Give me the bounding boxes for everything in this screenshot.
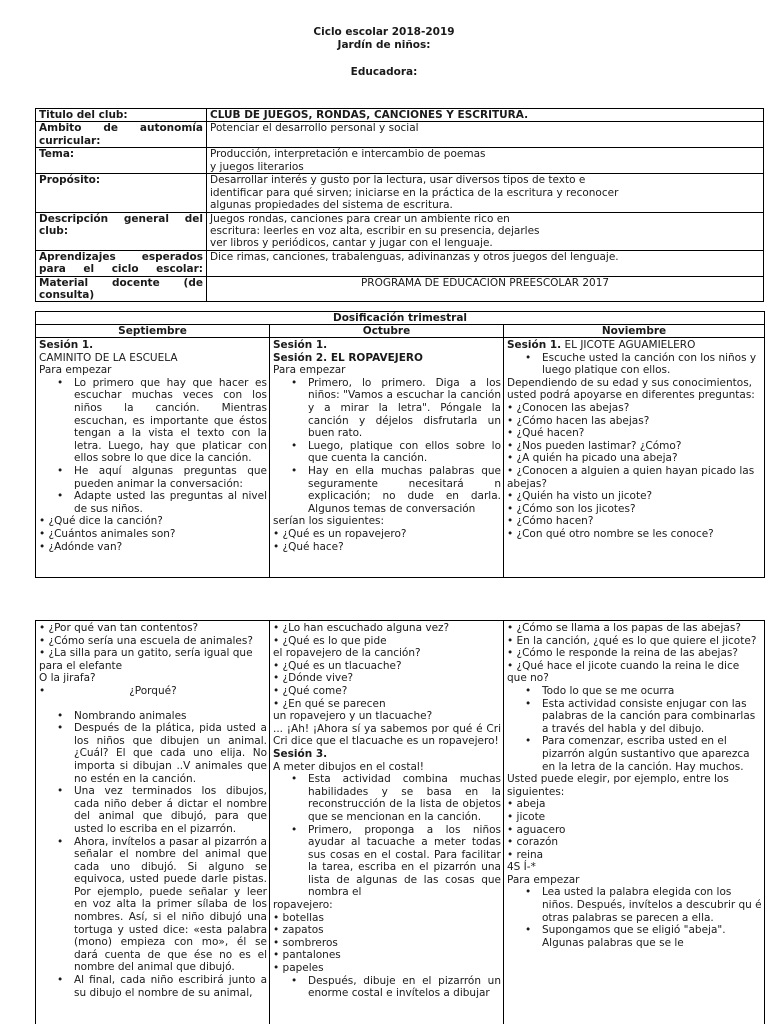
material-key: Material docente (de consulta)	[36, 276, 207, 302]
october-continued-cell: • ¿Lo han escuchado alguna vez? • ¿Qué es lo que pide el ropavejero de la canción? • ¿Qué es un tlacuache? • ¿Dónde vive? • ¿Qué come? • ¿En qué se parecen un ropavejero y un tlacuache? ... ¡Ah! ¡Ahora sí ya sabemos por qué é Cri Cri dice que el tlacuache es un ropavejero! Sesión 3. A meter dibujos en el costal! • Esta actividad combina muchas habilidades y se basa en la reconstrucción de la lista de objetos que se mencionan en la canción. • Primero, proponga a los niños ayudar al tacuache a meter todas sus cosas en el costal. Para facilitar la tarea, escriba en el pizarrón una lista de algunas de las cosas que nombra el ropavejero: • botellas • zapatos • sombreros • pantalones • papeles • Después, dibuje en el pizarrón un enorme costal e invítelos a dibujar	[270, 621, 504, 1024]
document-header	[0, 26, 768, 79]
material-value: PROGRAMA DE EDUCACION PREESCOLAR 2017	[207, 276, 764, 302]
continuation-table	[35, 620, 765, 1024]
month-october: Octubre	[270, 325, 504, 338]
teacher-label: Educadora:	[350, 66, 418, 78]
list-item: • Luego, platique con ellos sobre lo que cuenta la canción.	[308, 440, 501, 465]
list-item: • Después de la plática, pida usted a los niños que dibujen un animal. ¿Cuál? El que cada uno elija. No importa si dibujan ..V animales que no estén en la canción.	[74, 722, 267, 785]
month-november: Noviembre	[504, 325, 765, 338]
club-info-table	[35, 108, 764, 302]
aprendizajes-value: Dice rimas, canciones, trabalenguas, adivinanzas y otros juegos del lenguaje.	[207, 250, 764, 276]
descripcion-key: Descripción general del club:	[36, 212, 207, 250]
proposito-value: Desarrollar interés y gusto por la lectura, usar diversos tipos de texto e identificar para qué sirven; iniciarse en la práctica de la escritura y reconocer algunas propiedades del sistema de escritura.	[207, 174, 764, 212]
list-item: • Escuche usted la canción con los niños y luego platique con ellos.	[542, 352, 762, 377]
list-item: • Supongamos que se eligió "abeja". Algunas palabras que se le	[542, 924, 762, 949]
september-cell: Sesión 1. CAMINITO DE LA ESCUELA Para empezar • Lo primero que hay que hacer es escuchar muchas veces con los niños la canción. Mientras escuchan, es importante que éstos tengan a la vista el texto con la letra. Luego, hay que platicar con ellos sobre lo que dice la canción. • He aquí algunas preguntas que pueden animar la conversación: • Adapte usted las preguntas al nivel de sus niños. • ¿Qué dice la canción? • ¿Cuántos animales son? • ¿Adónde van?	[36, 338, 270, 578]
list-item: • Ahora, invítelos a pasar al pizarrón a señalar el nombre del animal que cada uno dibujó. Si alguno se equivoca, usted puede darle pistas. Por ejemplo, puede señalar y leer en voz alta la primer sílaba de los nombres. Así, si el niño dibujó una tortuga y usted dice: «esta palabra (mono) empieza con mo», él se dará cuenta de que ése no es el nombre del animal que dibujó.	[74, 836, 267, 975]
dosificacion-table	[35, 311, 765, 578]
ambito-value: Potenciar el desarrollo personal y social	[207, 122, 764, 148]
list-item: • Primero, proponga a los niños ayudar al tacuache a meter todas sus cosas en el costal. Para facilitar la tarea, escriba en el pizarrón una lista de algunas de las cosas que nombra el	[308, 824, 501, 900]
aprendizajes-key: Aprendizajes esperados para el ciclo escolar:	[36, 250, 207, 276]
kindergarten-label: Jardín de niños:	[337, 39, 431, 51]
list-item: • Adapte usted las preguntas al nivel de sus niños.	[74, 490, 267, 515]
dosificacion-title: Dosificación trimestral	[36, 312, 765, 325]
october-cell: Sesión 1. Sesión 2. EL ROPAVEJERO Para empezar • Primero, lo primero. Diga a los niños: "Vamos a escuchar la canción y a mirar la letra". Póngale la canción y déjelos disfrutarla un buen rato. • Luego, platique con ellos sobre lo que cuenta la canción. • Hay en ella muchas palabras que seguramente necesitará n explicación; no dude en darla. Algunos temas de conversación serían los siguientes: • ¿Qué es un ropavejero? • ¿Qué hace?	[270, 338, 504, 578]
list-item: • Lo primero que hay que hacer es escuchar muchas veces con los niños la canción. Mientras escuchan, es importante que éstos tengan a la vista el texto con la letra. Luego, hay que platicar con ellos sobre lo que dice la canción.	[74, 377, 267, 465]
list-item: • Primero, lo primero. Diga a los niños: "Vamos a escuchar la canción y a mirar la letra". Póngale la canción y déjelos disfrutarla un buen rato.	[308, 377, 501, 440]
list-item: • Esta actividad consiste enjugar con las palabras de la canción para combinarlas a través del habla y del dibujo.	[542, 698, 762, 736]
descripcion-value: Juegos rondas, canciones para crear un ambiente rico en escritura: leerles en voz alta, escribir en su presencia, dejarles ver libros y periódicos, cantar y jugar con el lenguaje.	[207, 212, 764, 250]
november-continued-cell: • ¿Cómo se llama a los papas de las abejas? • En la canción, ¿qué es lo que quiere el jicote? • ¿Cómo le responde la reina de las abejas? • ¿Qué hace el jicote cuando la reina le dice que no? • Todo lo que se me ocurra • Esta actividad consiste enjugar con las palabras de la canción para combinarlas a través del habla y del dibujo. • Para comenzar, escriba usted en el pizarrón algún sustantivo que aparezca en la letra de la canción. Hay muchos. Usted puede elegir, por ejemplo, entre los siguientes: • abeja • jicote • aguacero • corazón • reina 4S Í-* Para empezar • Lea usted la palabra elegida con los niños. Después, invítelos a descubrir qu é otras palabras se parecen a ella. • Supongamos que se eligió "abeja". Algunas palabras que se le	[504, 621, 765, 1024]
club-title-value: CLUB DE JUEGOS, RONDAS, CANCIONES Y ESCRITURA.	[207, 109, 764, 122]
september-continued-cell: • ¿Por qué van tan contentos? • ¿Cómo sería una escuela de animales? • ¿La silla para un gatito, sería igual que para el elefante O la jirafa? • ¿Porqué? • Nombrando animales • Después de la plática, pida usted a los niños que dibujen un animal. ¿Cuál? El que cada uno elija. No importa si dibujan ..V animales que no estén en la canción. • Una vez terminados los dibujos, cada niño deber á dictar el nombre del animal que dibujó, para que usted lo escriba en el pizarrón. • Ahora, invítelos a pasar al pizarrón a señalar el nombre del animal que cada uno dibujó. Si alguno se equivoca, usted puede darle pistas. Por ejemplo, puede señalar y leer en voz alta la primer sílaba de los nombres. Así, si el niño dibujó una tortuga y usted dice: «esta palabra (mono) empieza con mo», él se dará cuenta de que ése no es el nombre del animal que dibujó. • Al final, cada niño escribirá junto a su dibujo el nombre de su animal,	[36, 621, 270, 1024]
tema-key: Tema:	[36, 148, 207, 174]
list-item: • Nombrando animales	[74, 710, 267, 723]
list-item: • Hay en ella muchas palabras que seguramente necesitará n explicación; no dude en darla. Algunos temas de conversación	[308, 465, 501, 515]
list-item: • Lea usted la palabra elegida con los niños. Después, invítelos a descubrir qu é otras palabras se parecen a ella.	[542, 886, 762, 924]
ambito-key: Ambito de autonomía curricular:	[36, 122, 207, 148]
list-item: • Al final, cada niño escribirá junto a su dibujo el nombre de su animal,	[74, 974, 267, 999]
proposito-key: Propósito:	[36, 174, 207, 212]
list-item: • Todo lo que se me ocurra	[542, 685, 762, 698]
list-item: • Esta actividad combina muchas habilidades y se basa en la reconstrucción de la lista de objetos que se mencionan en la canción.	[308, 773, 501, 823]
november-cell: Sesión 1. EL JICOTE AGUAMIELERO • Escuche usted la canción con los niños y luego platique con ellos. Dependiendo de su edad y sus conocimientos, usted podrá apoyarse en diferentes preguntas: • ¿Conocen las abejas? • ¿Cómo hacen las abejas? • ¿Qué hacen? • ¿Nos pueden lastimar? ¿Cómo? • ¿A quién ha picado una abeja? • ¿Conocen a alguien a quien hayan picado las abejas? • ¿Quién ha visto un jicote? • ¿Cómo son los jicotes? • ¿Cómo hacen? • ¿Con qué otro nombre se les conoce?	[504, 338, 765, 578]
list-item: • Después, dibuje en el pizarrón un enorme costal e invítelos a dibujar	[308, 975, 501, 1000]
month-september: Septiembre	[36, 325, 270, 338]
school-year: Ciclo escolar 2018-2019	[313, 26, 455, 38]
list-item: • He aquí algunas preguntas que pueden animar la conversación:	[74, 465, 267, 490]
list-item: • Una vez terminados los dibujos, cada niño deber á dictar el nombre del animal que dibujó, para que usted lo escriba en el pizarrón.	[74, 785, 267, 835]
tema-value: Producción, interpretación e intercambio de poemas y juegos literarios	[207, 148, 764, 174]
club-title-key: Titulo del club:	[36, 109, 207, 122]
list-item: • Para comenzar, escriba usted en el pizarrón algún sustantivo que aparezca en la letra de la canción. Hay muchos.	[542, 735, 762, 773]
